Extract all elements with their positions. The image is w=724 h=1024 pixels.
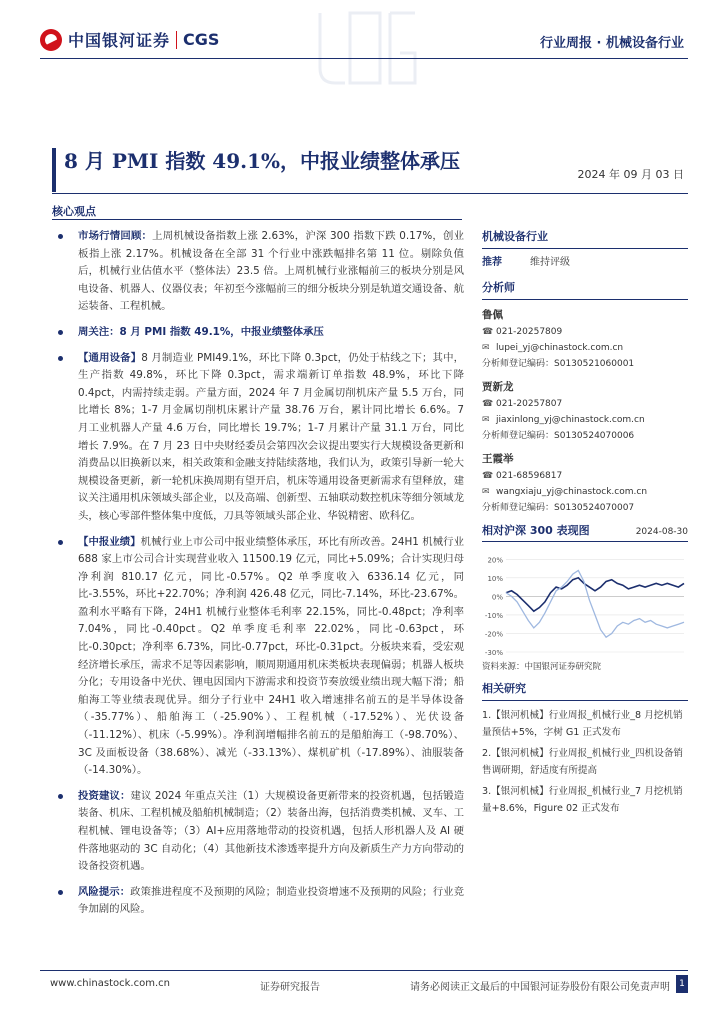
- analyst-card: [482, 450, 688, 516]
- footer-divider: [40, 970, 688, 971]
- bullet-dot-icon: [58, 330, 63, 335]
- phone-icon: ☎: [482, 471, 494, 481]
- bullet-text: 机械行业上市公司中报业绩整体承压，环比有所改善。24H1 机械行业 688 家上市公司合计实现营业收入 11500.19 亿元，同比+5.09%；合计实现归母净利润 810.17 亿元，同比-0.57%。Q2 单季度收入 6336.14 亿元，同比-3.55%，环比+22.70%；净利润 426.48 亿元，同比-7.14%，环比-23.67%。盈利水平略有下降，24H1 机械行业整体毛利率 22.15%，同比-0.48pct；净利率 7.04%，同比-0.40pct。Q2 单季度毛利率 22.02%，同比-0.63pct，环比-0.30pct；净利率 6.73%，同比-0.77pct，环比-0.31pct。分板块来看，受宏观经济增长承压，需求不足等因素影响，顺周期通用机床类板块表现偏弱；机器人板块分化；专用设备中光伏、锂电因国内下游需求和投资节奏放缓业绩出现大幅下滑；船舶海工等业绩表现优异。细分子行业中 24H1 收入增速排名前五的是半导体设备（-35.77%）、船舶海工（-25.90%）、工程机械（-17.52%）、光伏设备（-11.12%）、机床（-5.99%）。净利润增幅排名前五的是船舶海工（-98.70%）、3C 及面板设备（38.68%）、减光（-33.13%）、煤机矿机（-17.89%）、油服装备（-14.30%）。: [78, 535, 464, 777]
- related-research-item[interactable]: 1.【银河机械】行业周报_机械行业_8 月挖机销量预估+5%，字树 G1 正式发布: [482, 710, 683, 738]
- brand-logo-icon: [40, 29, 62, 51]
- analyst-cert: 分析师登记编码：S0130524070006: [482, 431, 635, 441]
- analyst-name: 贾新龙: [482, 381, 514, 393]
- chart-title: 相对沪深 300 表现图: [482, 524, 590, 537]
- title-divider: [52, 193, 688, 194]
- related-research-heading: 相关研究: [482, 680, 688, 701]
- core-views-divider: [52, 219, 462, 220]
- core-views-heading: 核心观点: [52, 205, 96, 218]
- chart-y-tick-label: 20%: [487, 556, 503, 565]
- analyst-email[interactable]: [482, 340, 688, 356]
- bullet-text: 建议 2024 年重点关注（1）大规模设备更新带来的投资机遇，包括锻造装备、机床、工程机械及船舶机械制造；（2）装备出海，包括消费类机械、叉车、工程机械、锂电设备等；（3）AI+应用落地带动的投资机遇，包括人形机器人及 AI 硬件落地驱动的 3C 自动化；（4）其他新技术渗透率提升方向及新质生产力方向带动的设备投资机遇。: [78, 789, 464, 873]
- bullet-text: 政策推进程度不及预期的风险；制造业投资增速不及预期的风险；行业竞争加剧的风险。: [78, 885, 465, 916]
- bullet-risk-warning: [52, 884, 464, 919]
- bullet-investment-advice: [52, 788, 464, 876]
- bullet-heading: 风险提示：: [78, 885, 131, 898]
- chart-series-line-2: [506, 570, 684, 637]
- bullet-dot-icon: [58, 234, 63, 239]
- chart-source: 资料来源：中国银河证券研究院: [482, 662, 602, 672]
- title-accent-bar: [52, 148, 56, 192]
- related-research-item[interactable]: 3.【银河机械】行业周报_机械行业_7 月挖机销量+8.6%，Figure 02 正式发布: [482, 786, 683, 814]
- chart-y-tick-label: 10%: [487, 574, 503, 583]
- page-number: 1: [676, 975, 688, 993]
- footer-doc-type: 证券研究报告: [260, 982, 320, 993]
- chart-series-line-1: [506, 578, 684, 611]
- analyst-cert: 分析师登记编码：S0130521060001: [482, 359, 635, 369]
- bullet-heading: 周关注：8 月 PMI 指数 49.1%，中报业绩整体承压: [78, 325, 324, 338]
- bullet-dot-icon: [58, 356, 63, 361]
- brand-separator: [176, 31, 177, 49]
- analyst-phone-text: 021-68596817: [496, 471, 563, 481]
- analyst-email[interactable]: [482, 412, 688, 428]
- phone-icon: ☎: [482, 327, 494, 337]
- chart-date: 2024-08-30: [635, 527, 688, 537]
- industry-heading: 机械设备行业: [482, 228, 688, 249]
- related-research-list: [482, 707, 688, 817]
- brand-name-en: CGS: [183, 30, 220, 49]
- bullet-dot-icon: [58, 890, 63, 895]
- brand-name-cn: 中国银河证券: [68, 31, 171, 50]
- bullet-text: 8 月制造业 PMI49.1%，环比下降 0.3pct，仍处于枯线之下；其中，生产指数 49.8%，环比下降 0.3pct，需求端新订单指数 48.9%，环比下降 0.4pct，内需持续走弱。产量方面，2024 年 7 月金属切削机床产量 5.5 万台，同比增长 8%；1-7 月金属切削机床累计产量 38.76 万台，累计同比增长 6.6%。7 月工业机器人产量 4.6 万台，同比增长 19.7%；1-7 月累计产量 31.1 万台，同比增长 7.9%。在 7 月 23 日中央财经委员会第四次会议提出要实行大规模设备更新和消费品以旧换新以来，相关政策和金融支持陆续落地，我们认为，政策引导新一轮大规模设备更新，新一轮机床换周期有望开启，机床等通用设备更新需求有望释放，建议关注通用机床领域头部企业，以及高端、创新型、五轴联动数控机床等细分领域龙头，核心零部件整体集中度低，刀具等领域头部企业、华锐精密、欧科亿。: [78, 351, 465, 522]
- watermark-graphic: [300, 8, 430, 88]
- bullet-heading: 市场行情回顾：: [78, 230, 153, 242]
- related-research-item[interactable]: 2.【银河机械】行业周报_机械行业_四机设备销售调研期，舒适度有所提高: [482, 748, 684, 776]
- footer-disclaimer: 请务必阅读正文最后的中国银河证券股份有限公司免责声明: [410, 982, 670, 993]
- report-title: 8 月 PMI 指数 49.1%，中报业绩整体承压: [64, 149, 461, 173]
- bullet-weekly-focus: [52, 324, 464, 342]
- relative-performance-chart: [482, 546, 688, 658]
- main-content: [52, 228, 464, 927]
- bullet-text: 上周机械设备指数上涨 2.63%，沪深 300 指数下跌 0.17%，创业板指上涨 2.17%。机械设备在全部 31 个行业中涨跌幅排名第 11 位。剔除负值后，机械行业估值水平（整体法）23.5 倍。上周机械行业涨幅前三的板块分别是风电设备、机器人、仪器仪表；年初至今涨幅前三的细分板块分别是轨道交通设备、航运装备、工程机械。: [78, 230, 465, 313]
- brand-logo: [40, 28, 219, 51]
- chart-y-tick-label: -10%: [484, 611, 503, 620]
- analyst-phone: [482, 468, 688, 484]
- report-category: 行业周报 · 机械设备行业: [540, 36, 684, 51]
- phone-icon: ☎: [482, 399, 494, 409]
- analyst-phone-text: 021-20257807: [496, 399, 563, 409]
- bullet-heading: 【通用设备】: [78, 351, 142, 364]
- bullet-heading: 投资建议：: [78, 789, 131, 802]
- sidebar: [482, 228, 688, 821]
- email-icon: ✉: [482, 487, 490, 497]
- analyst-email[interactable]: [482, 484, 688, 500]
- rating-row: [482, 255, 688, 271]
- analyst-phone: [482, 324, 688, 340]
- bullet-dot-icon: [58, 794, 63, 799]
- analyst-email-text[interactable]: wangxiaju_yj@chinastock.com.cn: [496, 487, 648, 497]
- analyst-phone-text: 021-20257809: [496, 327, 563, 337]
- bullet-interim-results: [52, 534, 464, 780]
- analyst-cert: 分析师登记编码：S0130524070007: [482, 503, 635, 513]
- chart-y-tick-label: -30%: [484, 649, 503, 657]
- analyst-name: 鲁佩: [482, 309, 503, 321]
- rating-key: 推荐: [482, 257, 502, 268]
- bullet-market-review: [52, 228, 464, 316]
- chart-svg: [482, 546, 688, 658]
- page-header: [0, 0, 724, 80]
- analyst-email-text[interactable]: jiaxinlong_yj@chinastock.com.cn: [496, 415, 645, 425]
- report-date: 2024 年 09 月 03 日: [577, 168, 684, 181]
- chart-y-tick-label: -20%: [484, 630, 503, 639]
- header-divider: [40, 58, 688, 59]
- analyst-card: [482, 378, 688, 444]
- analysts-heading: 分析师: [482, 279, 688, 300]
- analyst-name: 王霞举: [482, 453, 514, 465]
- analyst-phone: [482, 396, 688, 412]
- email-icon: ✉: [482, 415, 490, 425]
- bullet-general-equipment: [52, 350, 464, 526]
- email-icon: ✉: [482, 343, 490, 353]
- footer-website[interactable]: www.chinastock.com.cn: [50, 978, 170, 989]
- analyst-email-text[interactable]: lupei_yj@chinastock.com.cn: [496, 343, 624, 353]
- chart-y-tick-label: 0%: [491, 593, 503, 602]
- chart-heading-row: [482, 522, 688, 542]
- analyst-card: [482, 306, 688, 372]
- rating-value: 维持评级: [530, 257, 570, 268]
- bullet-dot-icon: [58, 540, 63, 545]
- bullet-heading: 【中报业绩】: [78, 535, 141, 548]
